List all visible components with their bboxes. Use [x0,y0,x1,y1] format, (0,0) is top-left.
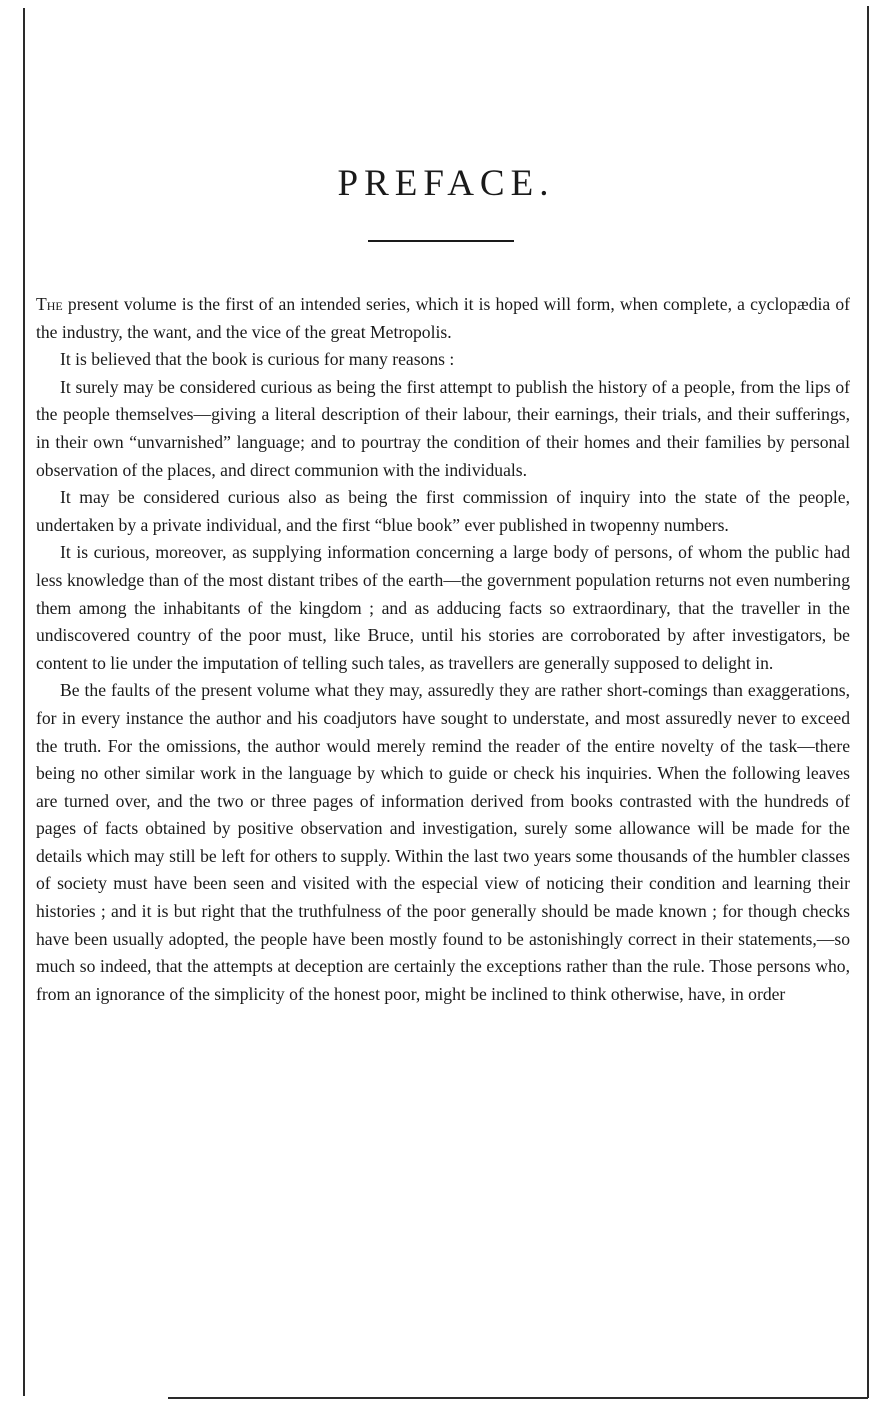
paragraph-2: It is believed that the book is curious for many reasons : [60,349,455,370]
paragraph-4: It may be considered curious also as being the first commission of inquiry into the state of the people, undertaken by a private individual, and the first “blue book” ever published in twopenny numbers. [36,487,850,535]
lead-word: The [36,294,63,314]
page-title: PREFACE. [337,163,555,204]
paragraph-1 [36,291,850,346]
paragraph-3: It surely may be considered curious as being the first attempt to publish the history of a people, from the lips of the people themselves—giving a literal description of their labour, their earnings, their trials, and their sufferings, in their own “unvarnished” language; and to pourtray the condition of their homes and their families by personal observation of the places, and direct communion with the individuals. [36,376,850,480]
preface-body [36,291,850,1008]
page-border-right [867,6,869,1398]
page-border-bottom [168,1397,868,1399]
paragraph-6: Be the faults of the present volume what they may, assuredly they are rather short-comings than exaggerations, for in every instance the author and his coadjutors have sought to understate, and most assuredly never to exceed the truth. For the omissions, the author would merely remind the reader of the entire novelty of the task—there being no other similar work in the language by which to guide or check his inquiries. When the following leaves are turned over, and the two or three pages of information derived from books contrasted with the hundreds of pages of facts obtained by positive observation and investigation, surely some allowance will be made for the details which may still be left for others to supply. Within the last two years some thousands of the humbler classes of society must have been seen and visited with the especial view of noticing their condition and learning their histories ; and it is but right that the truthfulness of the poor generally should be made known ; for though checks have been usually adopted, the people have been mostly found to be astonishingly correct in their statements,—so much so indeed, that the attempts at deception are certainly the exceptions rather than the rule. Those persons who, from an ignorance of the simplicity of the honest poor, might be inclined to think otherwise, have, in order [36,680,850,1004]
paragraph-1-text: present volume is the first of an intended series, which it is hoped will form, when complete, a cyclopædia of the industry, the want, and the vice of the great Metropolis. [36,294,850,342]
page-border-left [23,8,25,1396]
paragraph-5: It is curious, moreover, as supplying information concerning a large body of persons, of whom the public had less knowledge than of the most distant tribes of the earth—the government population returns not even numbering them among the inhabitants of the kingdom ; and as adducing facts so extraordinary, that the traveller in the undiscovered country of the poor must, like Bruce, until his stories are corroborated by after investigators, be content to lie under the imputation of telling such tales, as travellers are generally supposed to delight in. [36,542,850,673]
title-rule [368,240,514,242]
